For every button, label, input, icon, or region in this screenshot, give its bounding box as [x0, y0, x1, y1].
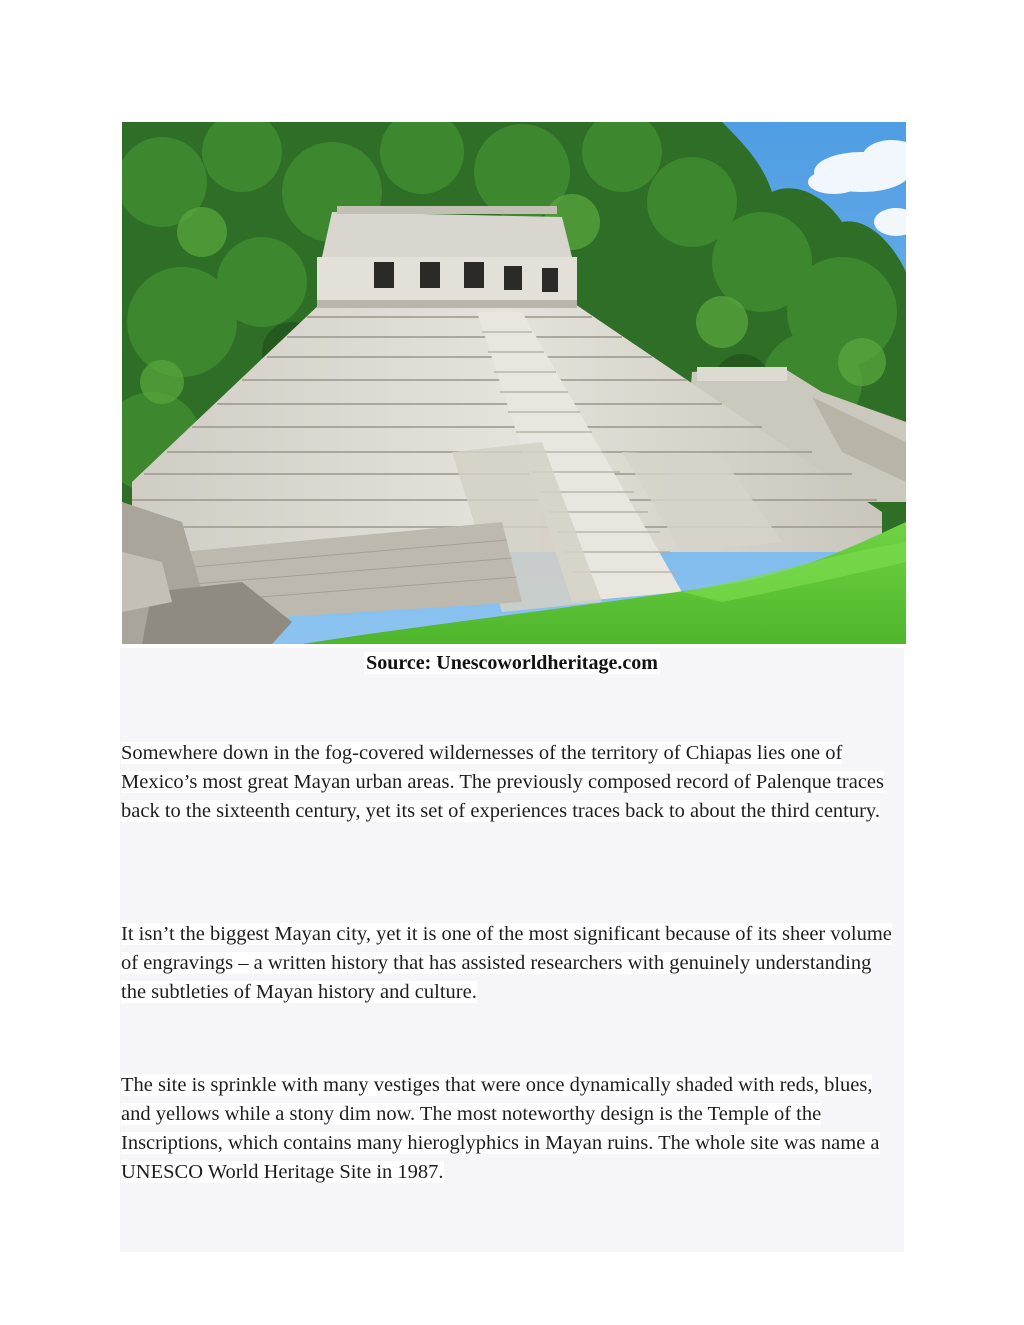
temple-top — [317, 206, 577, 308]
image-caption — [120, 650, 904, 676]
paragraph-3 — [121, 1071, 901, 1187]
paragraph-2-text: It isn’t the biggest Mayan city, yet it is one of the most significant because of its sheer volume of engravings – a written history that has assisted researchers with genuinely understanding the subtleties of Mayan history and culture. — [121, 923, 892, 1003]
paragraph-1-text: Somewhere down in the fog-covered wildernesses of the territory of Chiapas lies one of Mexico’s most great Mayan urban areas. The previously composed record of Palenque traces back to the sixteenth century, yet its set of experiences traces back to about the third century. — [121, 742, 884, 822]
temple-illustration — [122, 122, 906, 644]
paragraph-2 — [121, 920, 901, 1007]
paragraph-3-text: The site is sprinkle with many vestiges that were once dynamically shaded with reds, blues, and yellows while a stony dim now. The most noteworthy design is the Temple of the Inscriptions, which contains many hieroglyphics in Mayan ruins. The whole site was name a UNESCO World Heritage Site in 1987. — [121, 1074, 880, 1183]
paragraph-1 — [121, 739, 901, 826]
temple-photo — [122, 122, 906, 644]
caption-text: Source: Unescoworldheritage.com — [366, 652, 658, 674]
